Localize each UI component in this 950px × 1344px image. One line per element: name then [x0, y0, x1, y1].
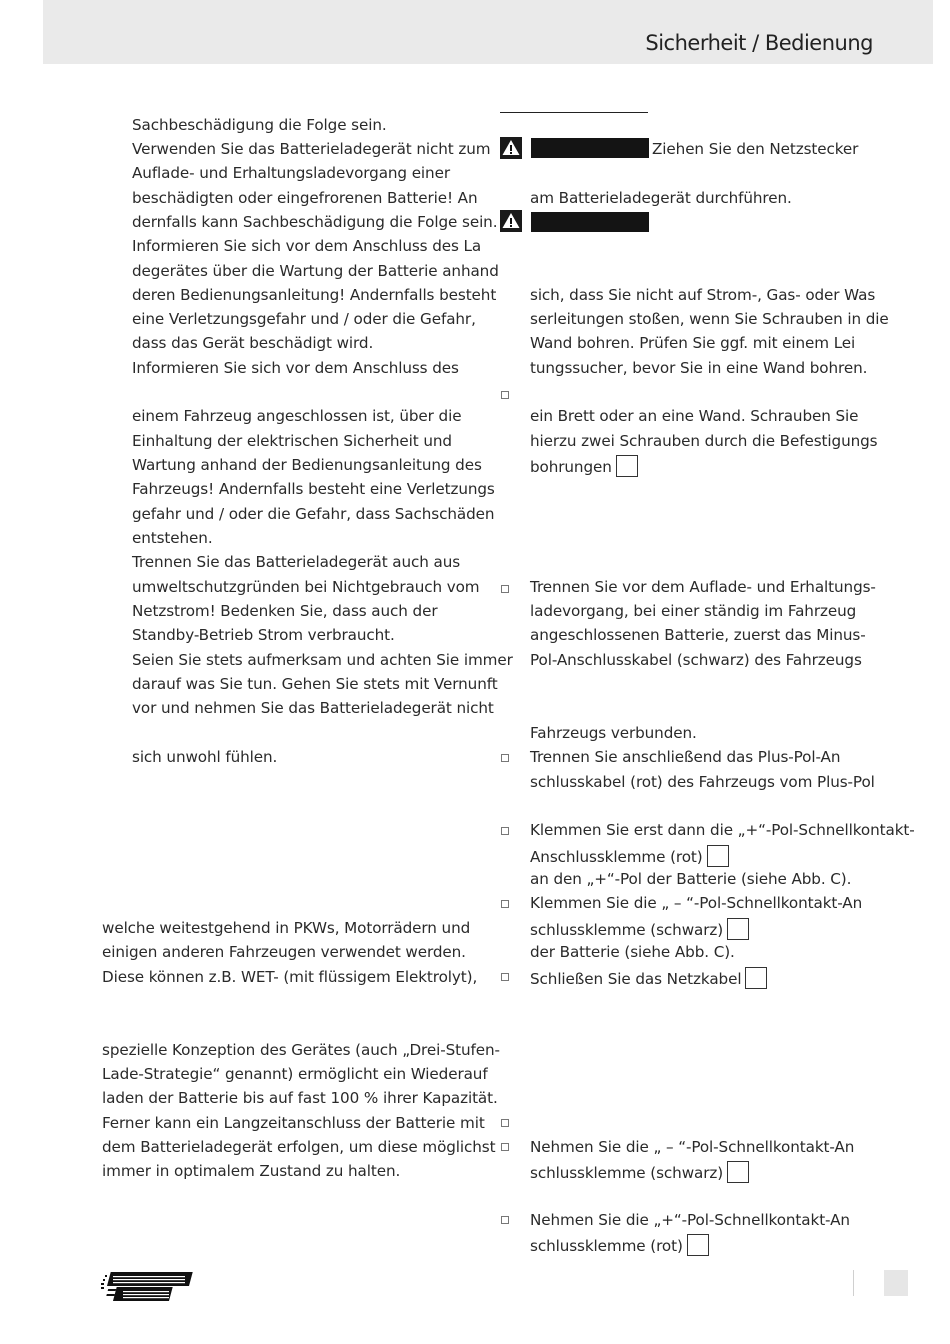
text-line: Wartung anhand der Bedienungsanleitung des — [132, 456, 482, 474]
figure-ref-box — [727, 1161, 749, 1183]
warning-icon — [500, 137, 522, 159]
bullet-icon — [501, 391, 509, 399]
page-separator — [853, 1270, 854, 1296]
text-line: Ferner kann ein Langzeitanschluss der Batterie mit — [102, 1114, 485, 1132]
text-line: entstehen. — [132, 529, 213, 547]
bullet-icon — [501, 1119, 509, 1127]
text-line: einigen anderen Fahrzeugen verwendet werden. — [102, 943, 466, 961]
text-line: Klemmen Sie die „ – “-Pol-Schnellkontakt-An — [530, 894, 863, 912]
text-line: Auflade- und Erhaltungsladevorgang einer — [132, 164, 450, 182]
text-line — [530, 1234, 709, 1256]
text-line: Trennen Sie vor dem Auflade- und Erhaltungs- — [530, 578, 876, 596]
text-line: der Batterie (siehe Abb. C). — [530, 943, 735, 961]
figure-ref-box — [745, 967, 767, 989]
text-line: Wand bohren. Prüfen Sie ggf. mit einem Lei — [530, 334, 856, 352]
text-fragment: schlussklemme (schwarz) — [530, 921, 724, 939]
text-line: Trennen Sie das Batterieladegerät auch aus — [132, 553, 461, 571]
brand-logo — [101, 1271, 193, 1303]
text-line: Informieren Sie sich vor dem Anschluss des — [132, 359, 459, 377]
text-line: sich, dass Sie nicht auf Strom-, Gas- oder Was — [530, 286, 876, 304]
text-line: Seien Sie stets aufmerksam und achten Sie immer — [132, 651, 513, 669]
text-line: beschädigten oder eingefrorenen Batterie! An — [132, 189, 478, 207]
text-line: laden der Batterie bis auf fast 100 % ihrer Kapazität. — [102, 1089, 498, 1107]
text-line — [530, 455, 638, 477]
warning-label-bar — [531, 138, 649, 158]
bullet-icon — [501, 754, 509, 762]
text-line: ein Brett oder an eine Wand. Schrauben Sie — [530, 407, 859, 425]
bullet-icon — [501, 827, 509, 835]
text-line: degerätes über die Wartung der Batterie anhand — [132, 262, 499, 280]
warning-icon — [500, 210, 522, 232]
text-fragment: schlussklemme (schwarz) — [530, 1164, 724, 1182]
text-line: Fahrzeugs verbunden. — [530, 724, 697, 742]
figure-ref-box — [687, 1234, 709, 1256]
text-line: Nehmen Sie die „ – “-Pol-Schnellkontakt-An — [530, 1138, 855, 1156]
text-line: an den „+“-Pol der Batterie (siehe Abb. C). — [530, 870, 852, 888]
text-line: angeschlossenen Batterie, zuerst das Minus- — [530, 626, 866, 644]
text-line: dernfalls kann Sachbeschädigung die Folge sein. — [132, 213, 498, 231]
text-line: darauf was Sie tun. Gehen Sie stets mit Vernunft — [132, 675, 498, 693]
text-line: Informieren Sie sich vor dem Anschluss des La — [132, 237, 482, 255]
text-line: immer in optimalem Zustand zu halten. — [102, 1162, 401, 1180]
page-number-tab — [884, 1270, 908, 1296]
text-line: Diese können z.B. WET- (mit flüssigem Elektrolyt), — [102, 968, 478, 986]
text-line: serleitungen stoßen, wenn Sie Schrauben in die — [530, 310, 889, 328]
text-fragment: schlussklemme (rot) — [530, 1237, 683, 1255]
bullet-icon — [501, 900, 509, 908]
page-title: Sicherheit / Bedienung — [645, 31, 873, 55]
figure-ref-box — [727, 918, 749, 940]
text-fragment: Schließen Sie das Netzkabel — [530, 970, 742, 988]
text-line: Verwenden Sie das Batterieladegerät nicht zum — [132, 140, 491, 158]
text-line — [530, 918, 749, 940]
text-line: umweltschutzgründen bei Nichtgebrauch vom — [132, 578, 480, 596]
text-line: Netzstrom! Bedenken Sie, dass auch der — [132, 602, 438, 620]
text-line: welche weitestgehend in PKWs, Motorrädern und — [102, 919, 471, 937]
text-line: vor und nehmen Sie das Batterieladegerät nicht — [132, 699, 494, 717]
text-fragment: Anschlussklemme (rot) — [530, 848, 703, 866]
text-line: Einhaltung der elektrischen Sicherheit und — [132, 432, 452, 450]
text-line: eine Verletzungsgefahr und / oder die Gefahr, — [132, 310, 476, 328]
text-line: dem Batterieladegerät erfolgen, um diese möglichst — [102, 1138, 496, 1156]
text-line: Sachbeschädigung die Folge sein. — [132, 116, 387, 134]
bullet-icon — [501, 585, 509, 593]
text-line: Klemmen Sie erst dann die „+“-Pol-Schnellkontakt- — [530, 821, 915, 839]
text-line: am Batterieladegerät durchführen. — [530, 189, 792, 207]
bullet-icon — [501, 973, 509, 981]
text-line: deren Bedienungsanleitung! Andernfalls besteht — [132, 286, 497, 304]
text-line: sich unwohl fühlen. — [132, 748, 278, 766]
text-line: dass das Gerät beschädigt wird. — [132, 334, 374, 352]
text-line: hierzu zwei Schrauben durch die Befestigungs — [530, 432, 878, 450]
text-line: Fahrzeugs! Andernfalls besteht eine Verletzungs — [132, 480, 495, 498]
text-line: Ziehen Sie den Netzstecker — [652, 140, 859, 158]
page-header — [43, 0, 933, 64]
text-line: spezielle Konzeption des Gerätes (auch „Drei-Stufen- — [102, 1041, 500, 1059]
text-line — [530, 845, 729, 867]
text-line: tungssucher, bevor Sie in eine Wand bohren. — [530, 359, 868, 377]
text-line: schlusskabel (rot) des Fahrzeugs vom Plus-Pol — [530, 773, 875, 791]
text-line — [530, 1161, 749, 1183]
text-line: gefahr und / oder die Gefahr, dass Sachschäden — [132, 505, 495, 523]
bullet-icon — [501, 1143, 509, 1151]
text-line: ladevorgang, bei einer ständig im Fahrzeug — [530, 602, 857, 620]
text-line: Standby-Betrieb Strom verbraucht. — [132, 626, 395, 644]
text-fragment: bohrungen — [530, 458, 612, 476]
bullet-icon — [501, 1216, 509, 1224]
text-line: Lade-Strategie“ genannt) ermöglicht ein Wiederauf — [102, 1065, 488, 1083]
text-line: einem Fahrzeug angeschlossen ist, über die — [132, 407, 462, 425]
text-line: Trennen Sie anschließend das Plus-Pol-An — [530, 748, 841, 766]
text-line: Nehmen Sie die „+“-Pol-Schnellkontakt-An — [530, 1211, 850, 1229]
text-line — [530, 967, 767, 989]
figure-ref-box — [616, 455, 638, 477]
figure-ref-box — [707, 845, 729, 867]
caution-label-bar — [531, 212, 649, 232]
section-rule — [500, 112, 648, 113]
text-line: Pol-Anschlusskabel (schwarz) des Fahrzeugs — [530, 651, 862, 669]
